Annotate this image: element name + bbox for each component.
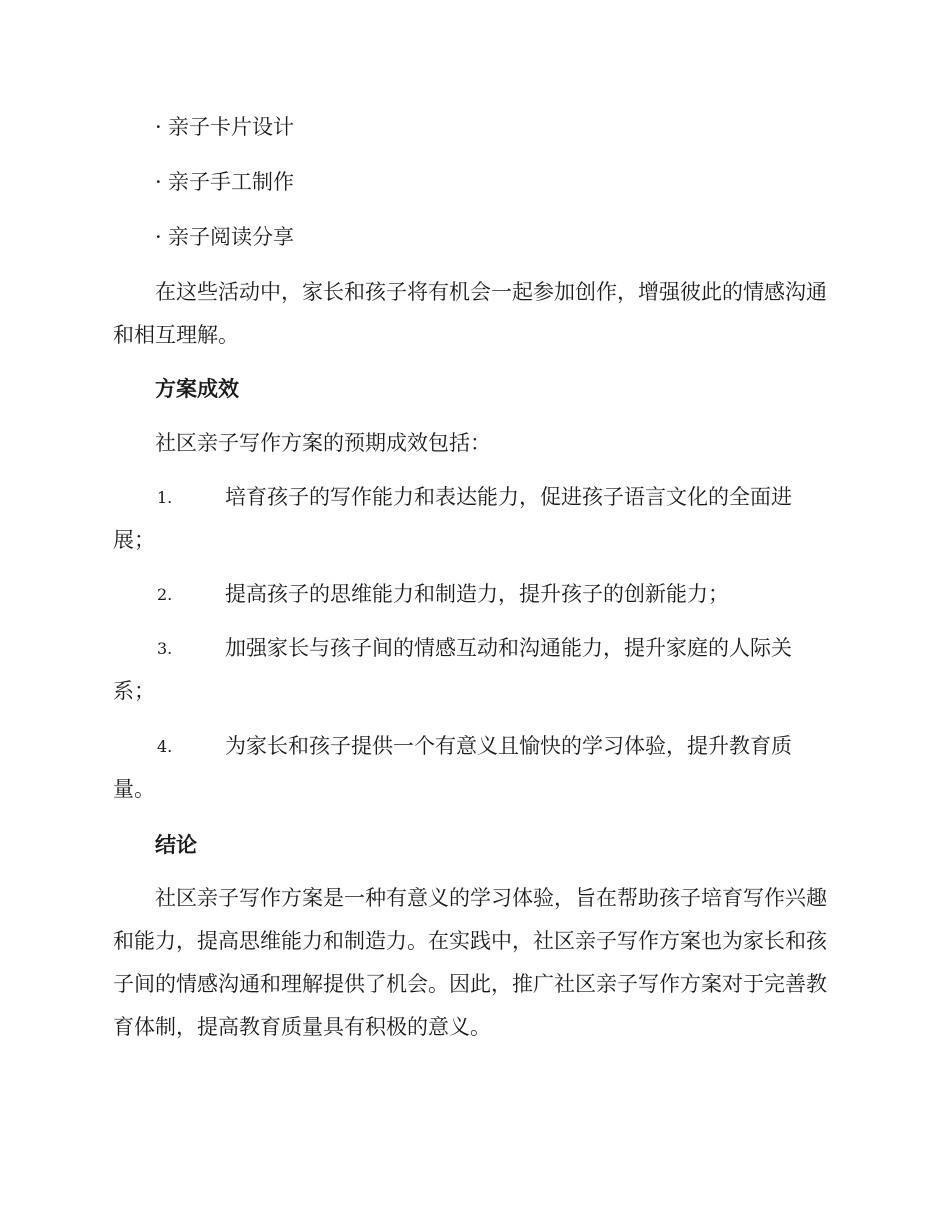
results-list-item [113, 476, 833, 562]
results-list-item [113, 573, 833, 616]
list-number: 3. [157, 639, 173, 658]
bullet-dot: · [155, 115, 162, 139]
activities-summary-paragraph: 在这些活动中，家长和孩子将有机会一起参加创作，增强彼此的情感沟通和相互理解。 [113, 280, 827, 347]
results-list-item [113, 725, 833, 811]
results-heading: 方案成效 [155, 377, 239, 401]
list-item-text: 为家长和孩子提供一个有意义且愉快的学习体验，提升教育质量。 [113, 734, 792, 801]
bullet-dot: · [155, 170, 162, 194]
results-list-item [113, 627, 833, 713]
bullet-dot: · [155, 225, 162, 249]
list-item-text: 培育孩子的写作能力和表达能力，促进孩子语言文化的全面进展； [113, 485, 792, 552]
list-item-text: 加强家长与孩子间的情感互动和沟通能力，提升家庭的人际关系； [113, 636, 792, 703]
conclusion-paragraph: 社区亲子写作方案是一种有意义的学习体验，旨在帮助孩子培育写作兴趣和能力，提高思维能力和制造力。在实践中，社区亲子写作方案也为家长和孩子间的情感沟通和理解提供了机会。因此，推广社区亲子写作方案对于完善教育体制，提高教育质量具有积极的意义。 [113, 886, 827, 1039]
activity-label: 亲子阅读分享 [168, 225, 294, 249]
conclusion-heading: 结论 [155, 833, 197, 857]
activity-label: 亲子卡片设计 [168, 115, 294, 139]
activity-bullet-item [155, 112, 294, 142]
results-intro-paragraph: 社区亲子写作方案的预期成效包括： [155, 431, 491, 455]
activity-label: 亲子手工制作 [168, 170, 294, 194]
activity-bullet-item [155, 167, 294, 197]
list-number: 4. [157, 737, 173, 756]
list-number: 2. [157, 585, 173, 604]
activity-bullet-item [155, 222, 294, 252]
list-item-text: 提高孩子的思维能力和制造力，提升孩子的创新能力； [225, 582, 729, 606]
list-number: 1. [157, 488, 173, 507]
